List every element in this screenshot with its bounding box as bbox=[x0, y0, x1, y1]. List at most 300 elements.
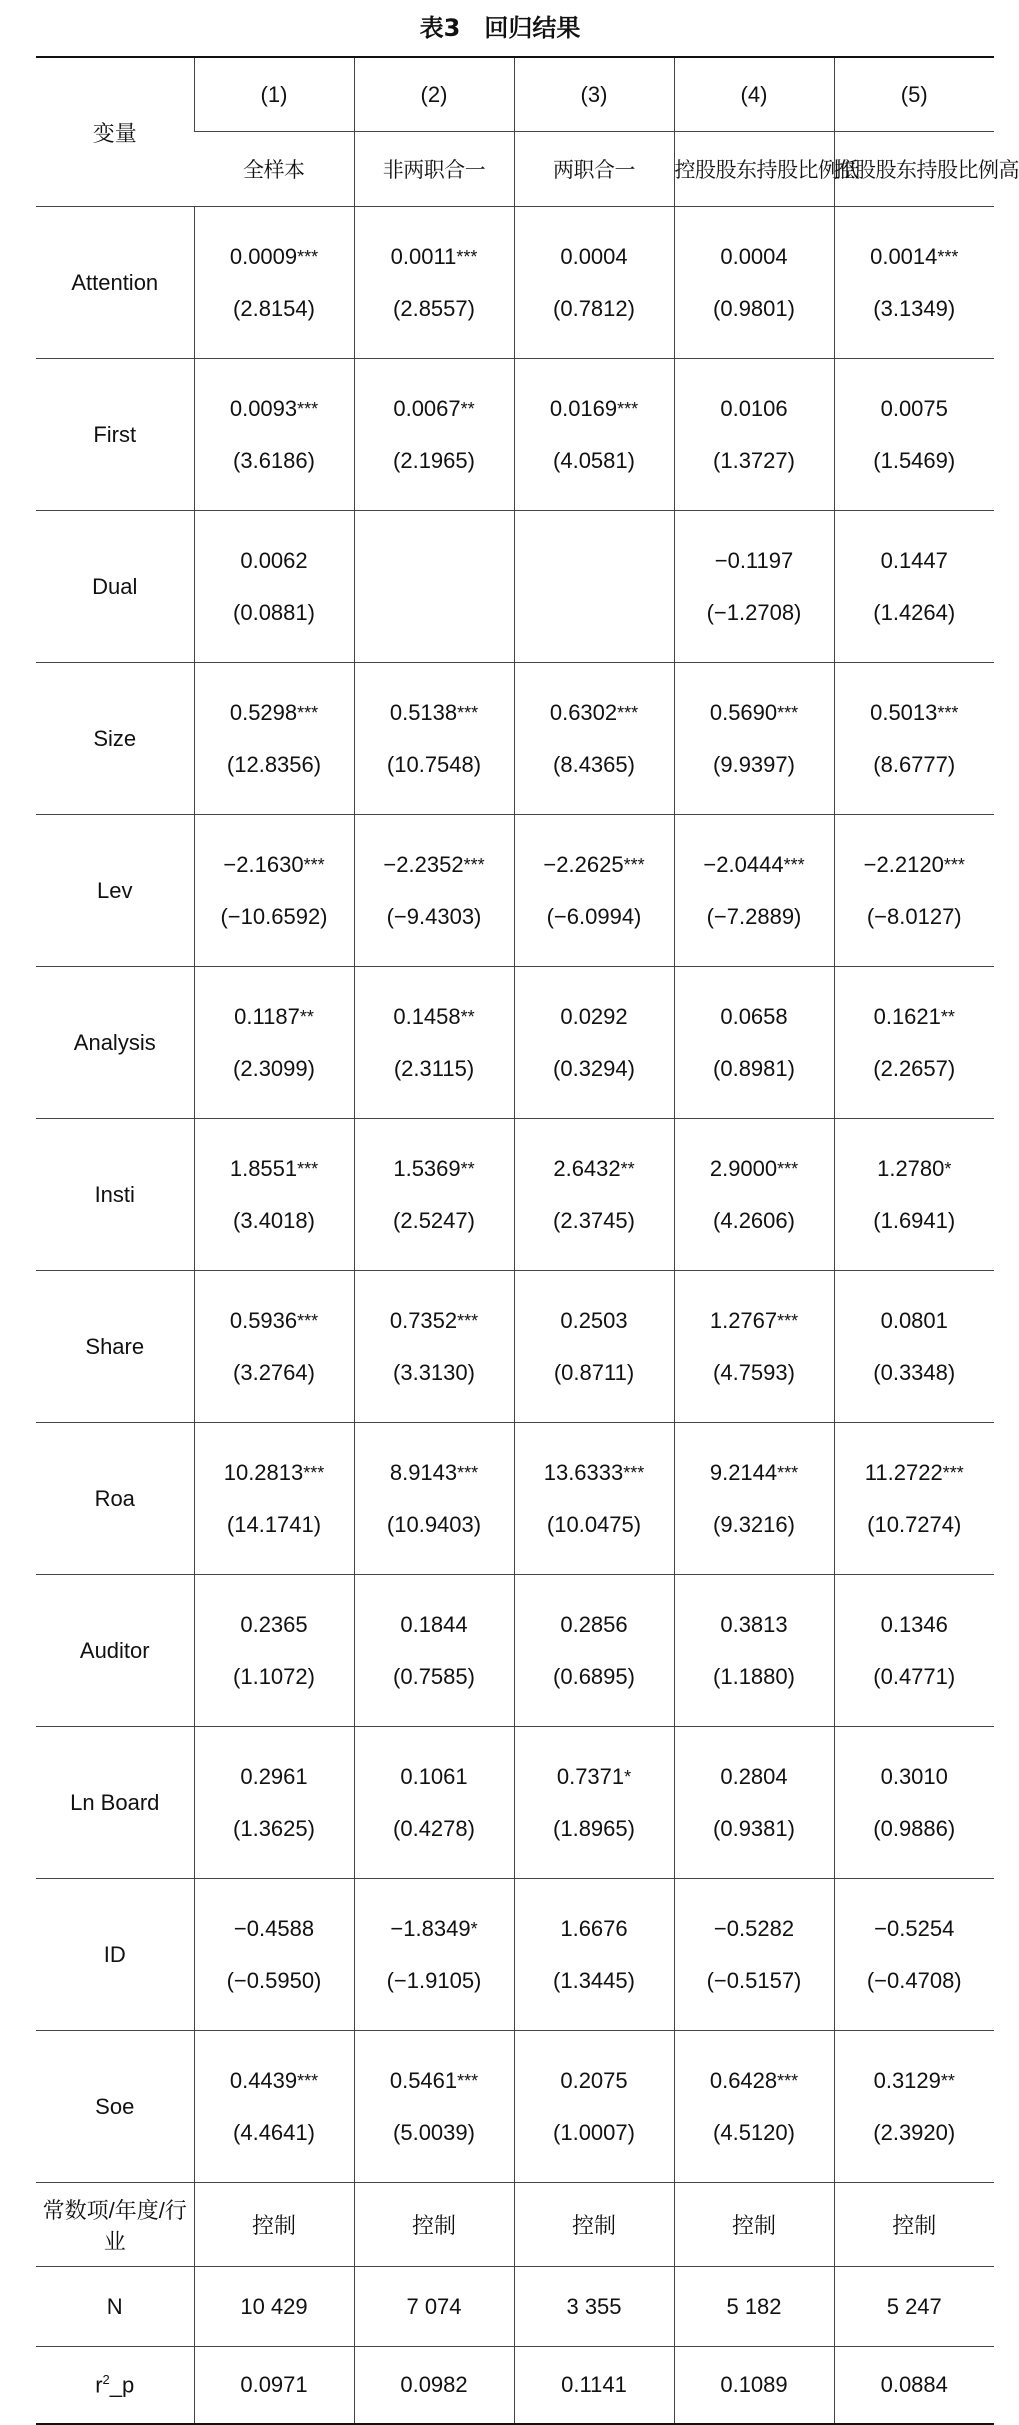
table-cell bbox=[354, 663, 514, 815]
table-cell bbox=[834, 1119, 994, 1271]
table-cell bbox=[834, 815, 994, 967]
coefficient-value: −2.2352 bbox=[383, 851, 464, 877]
t-statistic: (0.6895) bbox=[553, 1663, 635, 1689]
coefficient bbox=[355, 1156, 514, 1182]
table-row bbox=[36, 207, 994, 359]
table-cell bbox=[834, 663, 994, 815]
coefficient-value: 1.2767 bbox=[709, 1307, 778, 1333]
coefficient bbox=[835, 1156, 995, 1182]
variable-name: Size bbox=[36, 663, 194, 815]
t-statistic: (3.3130) bbox=[393, 1359, 475, 1385]
table-cell bbox=[514, 1727, 674, 1879]
table-cell bbox=[674, 815, 834, 967]
coefficient bbox=[835, 396, 995, 422]
coefficient-value: 0.1621 bbox=[873, 1003, 941, 1029]
significance-stars: *** bbox=[943, 854, 965, 875]
header-row-numbers bbox=[36, 57, 994, 132]
significance-stars: ** bbox=[940, 1006, 955, 1027]
coefficient-value: 0.2503 bbox=[560, 1307, 628, 1333]
coefficient-value: 0.1061 bbox=[400, 1763, 468, 1789]
t-statistic: (3.2764) bbox=[233, 1359, 315, 1385]
coefficient-value: 0.5138 bbox=[389, 699, 458, 725]
col-name: 控股股东持股比例低 bbox=[674, 132, 834, 207]
t-statistic: (0.4278) bbox=[393, 1815, 475, 1841]
coefficient-value: 0.3129 bbox=[873, 2067, 941, 2093]
coefficient-value: 0.1187 bbox=[234, 1003, 300, 1029]
significance-stars: *** bbox=[777, 1158, 799, 1179]
coefficient-value: −0.5254 bbox=[874, 1915, 955, 1941]
coefficient-value: −0.4588 bbox=[233, 1915, 315, 1941]
observations-cell: 7 074 bbox=[354, 2267, 514, 2347]
table-row bbox=[36, 2031, 994, 2183]
table-row bbox=[36, 815, 994, 967]
t-statistic: (2.3920) bbox=[873, 2119, 956, 2145]
table-cell bbox=[194, 967, 354, 1119]
t-statistic: (4.0581) bbox=[553, 447, 635, 473]
r-squared-cell: 0.0982 bbox=[354, 2347, 514, 2425]
table-cell bbox=[674, 663, 834, 815]
coefficient bbox=[675, 1460, 834, 1486]
coefficient bbox=[675, 1612, 834, 1638]
t-statistic: (0.3294) bbox=[553, 1055, 635, 1081]
t-statistic: (1.1072) bbox=[233, 1663, 315, 1689]
coefficient-value: 0.6302 bbox=[549, 699, 618, 725]
table-row bbox=[36, 1423, 994, 1575]
coefficient bbox=[515, 852, 674, 878]
controls-cell: 控制 bbox=[674, 2183, 834, 2267]
coefficient-value: 0.0106 bbox=[720, 395, 788, 421]
t-statistic: (4.4641) bbox=[233, 2119, 315, 2145]
t-statistic: (−0.4708) bbox=[866, 1967, 962, 1993]
r-squared-label bbox=[36, 2347, 194, 2425]
t-statistic: (8.4365) bbox=[553, 751, 635, 777]
t-statistic: (−7.2889) bbox=[706, 903, 802, 929]
t-statistic: (10.7548) bbox=[386, 751, 482, 777]
significance-stars: *** bbox=[457, 1310, 479, 1331]
t-statistic: (0.9381) bbox=[713, 1815, 795, 1841]
t-statistic: (−9.4303) bbox=[386, 903, 482, 929]
t-statistic: (−1.9105) bbox=[386, 1967, 482, 1993]
significance-stars: *** bbox=[783, 854, 805, 875]
significance-stars: *** bbox=[617, 398, 639, 419]
table-row bbox=[36, 1727, 994, 1879]
significance-stars: *** bbox=[457, 2070, 479, 2091]
observations-cell: 10 429 bbox=[194, 2267, 354, 2347]
col-number: (1) bbox=[194, 57, 354, 132]
coefficient bbox=[355, 1460, 514, 1486]
t-statistic: (2.3745) bbox=[553, 1207, 635, 1233]
coefficient-value: 9.2144 bbox=[709, 1459, 778, 1485]
coefficient bbox=[195, 2068, 354, 2094]
coefficient bbox=[195, 1916, 354, 1942]
coefficient bbox=[195, 1308, 354, 1334]
t-statistic: (0.3348) bbox=[873, 1359, 956, 1385]
variable-name: Ln Board bbox=[36, 1727, 194, 1879]
col-name: 两职合一 bbox=[514, 132, 674, 207]
table-cell bbox=[514, 815, 674, 967]
t-statistic: (10.9403) bbox=[386, 1511, 482, 1537]
coefficient bbox=[195, 1460, 354, 1486]
coefficient-value: 0.7371 bbox=[556, 1763, 625, 1789]
coefficient-value: 1.5369 bbox=[393, 1155, 461, 1181]
coefficient bbox=[515, 1308, 674, 1334]
table-cell bbox=[194, 511, 354, 663]
coefficient-value: 0.1458 bbox=[393, 1003, 461, 1029]
table-cell bbox=[514, 663, 674, 815]
table-cell bbox=[194, 2031, 354, 2183]
significance-stars: * bbox=[944, 1158, 952, 1179]
table-cell bbox=[834, 2031, 994, 2183]
t-statistic: (0.8981) bbox=[713, 1055, 795, 1081]
coefficient bbox=[675, 396, 834, 422]
t-statistic: (2.3115) bbox=[393, 1055, 475, 1081]
coefficient bbox=[515, 1764, 674, 1790]
col-name: 非两职合一 bbox=[354, 132, 514, 207]
coefficient-value: 10.2813 bbox=[223, 1459, 304, 1485]
variable-name: Analysis bbox=[36, 967, 194, 1119]
coefficient-value: 0.4439 bbox=[229, 2067, 298, 2093]
observations-row bbox=[36, 2267, 994, 2347]
t-statistic: (2.1965) bbox=[393, 447, 475, 473]
t-statistic: (0.4771) bbox=[873, 1663, 956, 1689]
table-cell bbox=[354, 2031, 514, 2183]
variable-name: Share bbox=[36, 1271, 194, 1423]
coefficient bbox=[515, 1156, 674, 1182]
t-statistic: (1.1880) bbox=[713, 1663, 795, 1689]
coefficient-value: 1.2780 bbox=[877, 1155, 945, 1181]
r-squared-cell: 0.1089 bbox=[674, 2347, 834, 2425]
t-statistic: (5.0039) bbox=[393, 2119, 475, 2145]
table-cell bbox=[514, 207, 674, 359]
t-statistic: (0.7812) bbox=[553, 295, 635, 321]
significance-stars: * bbox=[624, 1766, 632, 1787]
significance-stars: *** bbox=[303, 1462, 325, 1483]
t-statistic: (1.5469) bbox=[873, 447, 956, 473]
controls-cell: 控制 bbox=[514, 2183, 674, 2267]
r-squared-cell: 0.1141 bbox=[514, 2347, 674, 2425]
coefficient-value: 0.2075 bbox=[560, 2067, 628, 2093]
t-statistic: (3.4018) bbox=[233, 1207, 315, 1233]
coefficient-value: 0.3813 bbox=[720, 1611, 788, 1637]
variable-name: Roa bbox=[36, 1423, 194, 1575]
t-statistic: (1.3625) bbox=[233, 1815, 315, 1841]
r-squared-label-suffix: _p bbox=[109, 2372, 135, 2398]
observations-cell: 5 182 bbox=[674, 2267, 834, 2347]
coefficient-value: 1.6676 bbox=[560, 1915, 628, 1941]
r-squared-row bbox=[36, 2347, 994, 2425]
coefficient-value: 0.5298 bbox=[229, 699, 298, 725]
variable-name: ID bbox=[36, 1879, 194, 2031]
col-name: 全样本 bbox=[194, 132, 354, 207]
t-statistic: (4.2606) bbox=[713, 1207, 795, 1233]
significance-stars: *** bbox=[777, 2070, 799, 2091]
coefficient bbox=[515, 700, 674, 726]
t-statistic: (12.8356) bbox=[226, 751, 322, 777]
coefficient-value: −0.5282 bbox=[713, 1915, 795, 1941]
significance-stars: *** bbox=[457, 1462, 479, 1483]
coefficient bbox=[355, 852, 514, 878]
table-cell bbox=[514, 1119, 674, 1271]
coefficient bbox=[355, 396, 514, 422]
table-cell bbox=[834, 1727, 994, 1879]
significance-stars: *** bbox=[942, 1462, 964, 1483]
table-cell bbox=[674, 1879, 834, 2031]
t-statistic: (8.6777) bbox=[873, 751, 956, 777]
coefficient bbox=[355, 1612, 514, 1638]
significance-stars: ** bbox=[620, 1158, 635, 1179]
table-cell bbox=[514, 511, 674, 663]
table-row bbox=[36, 1879, 994, 2031]
r-squared-label-superscript: 2 bbox=[102, 2371, 110, 2387]
table-cell bbox=[194, 1423, 354, 1575]
regression-table bbox=[36, 56, 1019, 2425]
significance-stars: *** bbox=[297, 702, 319, 723]
significance-stars: ** bbox=[460, 1158, 475, 1179]
coefficient bbox=[195, 1764, 354, 1790]
table-cell bbox=[674, 1575, 834, 1727]
significance-stars: *** bbox=[297, 398, 319, 419]
significance-stars: *** bbox=[297, 2070, 319, 2091]
variable-name: Lev bbox=[36, 815, 194, 967]
coefficient bbox=[515, 1460, 674, 1486]
coefficient bbox=[355, 700, 514, 726]
t-statistic: (−10.6592) bbox=[220, 903, 328, 929]
coefficient bbox=[835, 2068, 995, 2094]
table-cell bbox=[194, 1271, 354, 1423]
coefficient bbox=[515, 396, 674, 422]
table-cell bbox=[674, 1271, 834, 1423]
coefficient bbox=[195, 244, 354, 270]
variable-name: First bbox=[36, 359, 194, 511]
t-statistic: (−6.0994) bbox=[546, 903, 642, 929]
coefficient-value: 0.1447 bbox=[880, 547, 948, 573]
table-cell bbox=[194, 815, 354, 967]
col-number: (4) bbox=[674, 57, 834, 132]
coefficient-value: −2.2120 bbox=[863, 851, 944, 877]
significance-stars: *** bbox=[777, 702, 799, 723]
significance-stars: *** bbox=[303, 854, 325, 875]
significance-stars: *** bbox=[777, 1310, 799, 1331]
controls-row bbox=[36, 2183, 994, 2267]
coefficient-value: 0.6428 bbox=[709, 2067, 778, 2093]
coefficient bbox=[675, 2068, 834, 2094]
coefficient bbox=[195, 1612, 354, 1638]
coefficient bbox=[195, 700, 354, 726]
coefficient-value: 8.9143 bbox=[389, 1459, 458, 1485]
t-statistic: (−1.2708) bbox=[706, 599, 802, 625]
coefficient bbox=[835, 852, 995, 878]
table-cell bbox=[834, 359, 994, 511]
coefficient bbox=[515, 244, 674, 270]
significance-stars: *** bbox=[297, 1158, 319, 1179]
coefficient-value: 0.0004 bbox=[560, 243, 628, 269]
significance-stars: *** bbox=[623, 854, 645, 875]
table-cell bbox=[674, 511, 834, 663]
table-cell bbox=[194, 1879, 354, 2031]
t-statistic: (2.8154) bbox=[233, 295, 315, 321]
t-statistic: (3.6186) bbox=[233, 447, 315, 473]
coefficient-value: 0.0009 bbox=[229, 243, 298, 269]
table-cell bbox=[834, 1423, 994, 1575]
table-cell bbox=[834, 1271, 994, 1423]
coefficient bbox=[835, 1916, 995, 1942]
significance-stars: *** bbox=[456, 246, 478, 267]
coefficient-value: 2.6432 bbox=[553, 1155, 621, 1181]
table-cell bbox=[834, 511, 994, 663]
coefficient-value: 0.3010 bbox=[880, 1763, 948, 1789]
significance-stars: ** bbox=[299, 1006, 314, 1027]
coefficient bbox=[835, 548, 995, 574]
coefficient-value: 0.2961 bbox=[240, 1763, 308, 1789]
coefficient bbox=[835, 700, 995, 726]
coefficient bbox=[835, 244, 995, 270]
variable-name: Insti bbox=[36, 1119, 194, 1271]
coefficient bbox=[195, 396, 354, 422]
controls-cell: 控制 bbox=[834, 2183, 994, 2267]
variable-name: Auditor bbox=[36, 1575, 194, 1727]
table-cell bbox=[194, 663, 354, 815]
t-statistic: (14.1741) bbox=[226, 1511, 322, 1537]
table-cell bbox=[194, 1727, 354, 1879]
table-cell bbox=[674, 2031, 834, 2183]
table-cell bbox=[514, 1575, 674, 1727]
table-cell bbox=[514, 2031, 674, 2183]
coefficient-value: 0.0093 bbox=[229, 395, 298, 421]
t-statistic: (1.8965) bbox=[553, 1815, 635, 1841]
coefficient-value: 0.2365 bbox=[240, 1611, 308, 1637]
coefficient-value: 0.0801 bbox=[880, 1307, 948, 1333]
t-statistic: (1.0007) bbox=[553, 2119, 635, 2145]
coefficient-value: 0.5013 bbox=[870, 699, 938, 725]
coefficient-value: 0.1844 bbox=[400, 1611, 468, 1637]
significance-stars: *** bbox=[777, 1462, 799, 1483]
coefficient bbox=[675, 548, 834, 574]
coefficient bbox=[355, 2068, 514, 2094]
variable-name: Attention bbox=[36, 207, 194, 359]
coefficient bbox=[675, 1004, 834, 1030]
coefficient bbox=[515, 1916, 674, 1942]
table-cell bbox=[354, 1727, 514, 1879]
t-statistic: (−8.0127) bbox=[866, 903, 962, 929]
significance-stars: *** bbox=[937, 702, 959, 723]
coefficient bbox=[675, 1308, 834, 1334]
coefficient-value: 0.5936 bbox=[229, 1307, 298, 1333]
coefficient bbox=[515, 2068, 674, 2094]
coefficient-value: 0.0014 bbox=[870, 243, 938, 269]
t-statistic: (4.5120) bbox=[713, 2119, 795, 2145]
coefficient bbox=[675, 1916, 834, 1942]
coefficient bbox=[835, 1308, 995, 1334]
table-title: 表3 回归结果 bbox=[419, 14, 581, 42]
t-statistic: (4.7593) bbox=[713, 1359, 795, 1385]
significance-stars: *** bbox=[297, 246, 319, 267]
t-statistic: (2.3099) bbox=[233, 1055, 315, 1081]
t-statistic: (−0.5157) bbox=[706, 1967, 802, 1993]
table-cell bbox=[354, 1119, 514, 1271]
significance-stars: ** bbox=[460, 398, 475, 419]
significance-stars: *** bbox=[617, 702, 639, 723]
table-cell bbox=[674, 1119, 834, 1271]
t-statistic: (1.3445) bbox=[553, 1967, 635, 1993]
observations-cell: 3 355 bbox=[514, 2267, 674, 2347]
col-name: 控股股东持股比例高 bbox=[834, 132, 994, 207]
r-squared-label-base: r bbox=[95, 2372, 103, 2398]
coefficient bbox=[835, 1004, 995, 1030]
coefficient-value: 0.2804 bbox=[720, 1763, 788, 1789]
t-statistic: (10.7274) bbox=[867, 1511, 962, 1537]
table-cell bbox=[514, 1879, 674, 2031]
coefficient bbox=[675, 852, 834, 878]
table-cell bbox=[674, 967, 834, 1119]
coefficient-value: 11.2722 bbox=[864, 1459, 943, 1485]
coefficient bbox=[355, 244, 514, 270]
r-squared-cell: 0.0971 bbox=[194, 2347, 354, 2425]
table-cell bbox=[674, 1423, 834, 1575]
coefficient bbox=[355, 1916, 514, 1942]
coefficient-value: 0.0075 bbox=[880, 395, 948, 421]
table-cell bbox=[194, 1575, 354, 1727]
table-row bbox=[36, 663, 994, 815]
significance-stars: ** bbox=[460, 1006, 475, 1027]
coefficient-value: 0.0011 bbox=[390, 243, 457, 269]
coefficient-value: −2.2625 bbox=[543, 851, 624, 877]
table-cell bbox=[354, 1271, 514, 1423]
table-row bbox=[36, 359, 994, 511]
col-number: (5) bbox=[834, 57, 994, 132]
coefficient bbox=[675, 1764, 834, 1790]
coefficient-value: 0.0169 bbox=[549, 395, 618, 421]
variable-name: Dual bbox=[36, 511, 194, 663]
coefficient bbox=[675, 1156, 834, 1182]
table-cell bbox=[354, 815, 514, 967]
table-row bbox=[36, 1575, 994, 1727]
coefficient bbox=[835, 1460, 995, 1486]
t-statistic: (−0.5950) bbox=[226, 1967, 322, 1993]
coefficient-value: 13.6333 bbox=[543, 1459, 624, 1485]
table-cell bbox=[354, 967, 514, 1119]
table-row bbox=[36, 511, 994, 663]
variable-name: Soe bbox=[36, 2031, 194, 2183]
controls-cell: 控制 bbox=[194, 2183, 354, 2267]
t-statistic: (0.9801) bbox=[713, 295, 795, 321]
coefficient-value: 0.1346 bbox=[880, 1611, 948, 1637]
t-statistic: (2.8557) bbox=[393, 295, 475, 321]
table-cell bbox=[354, 1423, 514, 1575]
t-statistic: (10.0475) bbox=[546, 1511, 642, 1537]
t-statistic: (9.3216) bbox=[713, 1511, 795, 1537]
coefficient-value: 0.0067 bbox=[393, 395, 461, 421]
t-statistic: (1.3727) bbox=[713, 447, 795, 473]
coefficient-value: 0.5690 bbox=[709, 699, 778, 725]
table-row bbox=[36, 1119, 994, 1271]
coefficient-value: 1.8551 bbox=[229, 1155, 298, 1181]
t-statistic: (0.7585) bbox=[393, 1663, 475, 1689]
table-cell bbox=[834, 207, 994, 359]
table-cell bbox=[514, 1271, 674, 1423]
coefficient bbox=[355, 1764, 514, 1790]
coefficient-value: 0.0292 bbox=[560, 1003, 628, 1029]
r-squared-cell: 0.0884 bbox=[834, 2347, 994, 2425]
t-statistic: (1.6941) bbox=[873, 1207, 956, 1233]
coefficient bbox=[835, 1612, 995, 1638]
controls-cell: 控制 bbox=[354, 2183, 514, 2267]
coefficient bbox=[195, 1004, 354, 1030]
coefficient bbox=[195, 548, 354, 574]
t-statistic: (0.8711) bbox=[553, 1359, 635, 1385]
table-cell bbox=[354, 1575, 514, 1727]
table-cell bbox=[834, 967, 994, 1119]
coefficient bbox=[195, 1156, 354, 1182]
